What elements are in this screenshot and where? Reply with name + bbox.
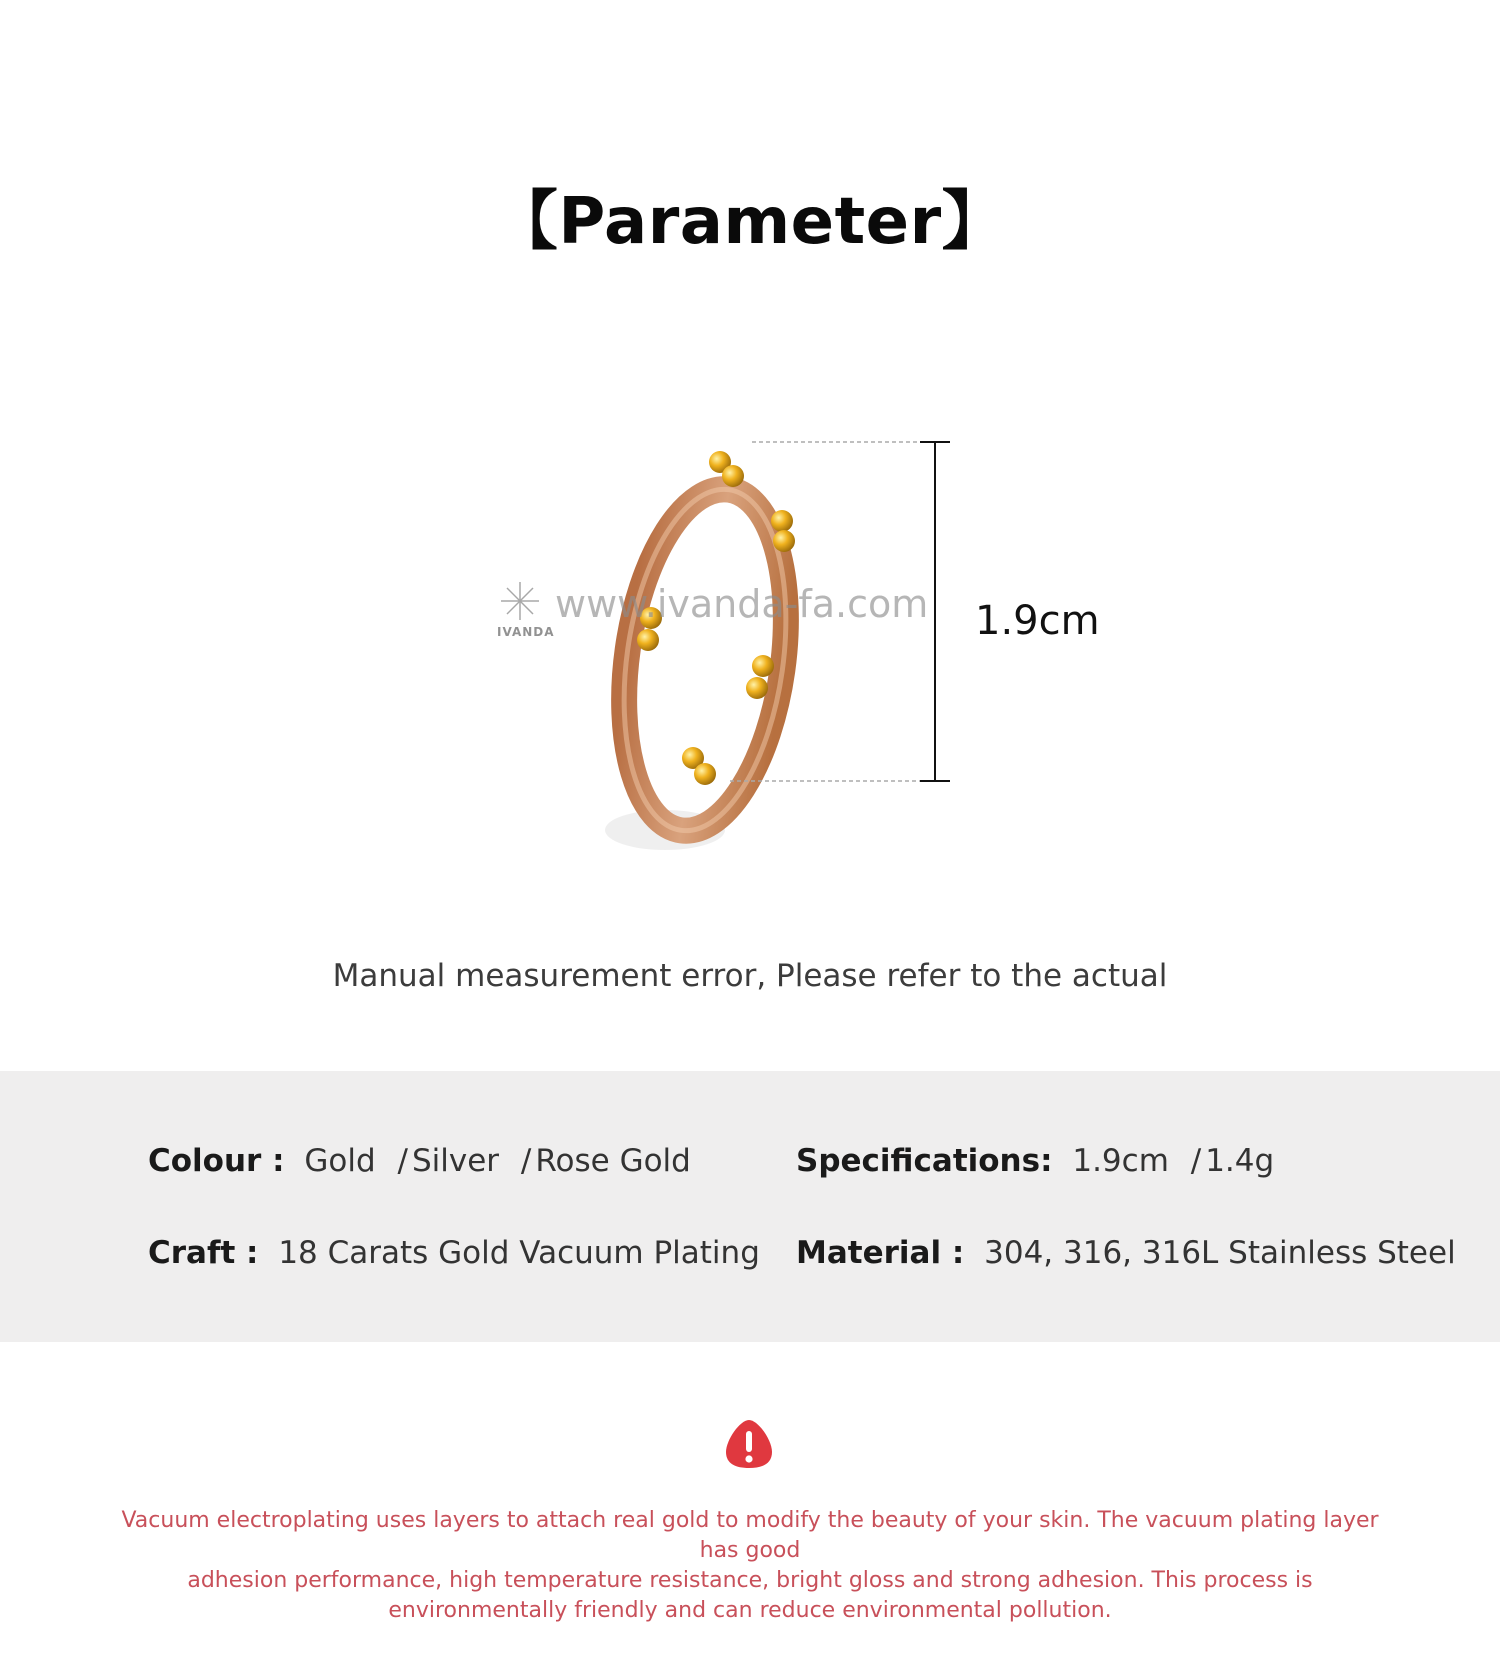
product-image — [480, 420, 1130, 890]
disclaimer-line: adhesion performance, high temperature resistance, bright gloss and strong adhesion. This process is — [187, 1568, 1313, 1593]
spec-colour — [148, 1143, 691, 1179]
disclaimer-line: environmentally friendly and can reduce environmental pollution. — [388, 1598, 1112, 1623]
spec-craft-value: 18 Carats Gold Vacuum Plating — [278, 1235, 760, 1271]
separator: / — [520, 1143, 532, 1179]
spec-craft-label: Craft : — [148, 1235, 259, 1271]
spec-material-value: 304, 316, 316L Stainless Steel — [984, 1235, 1456, 1271]
spec-colour-value-gold: Gold — [304, 1143, 376, 1179]
spec-specifications — [796, 1143, 1274, 1179]
plating-disclaimer — [100, 1506, 1400, 1626]
spec-size-value: 1.9cm — [1072, 1143, 1169, 1179]
spec-craft — [148, 1235, 760, 1271]
watermark-brand: IVANDA — [497, 625, 555, 639]
disclaimer-line: Vacuum electroplating uses layers to attach real gold to modify the beauty of your skin. The vacuum plating layer has good — [121, 1508, 1379, 1563]
spec-specifications-label: Specifications: — [796, 1143, 1053, 1179]
ring-band — [604, 479, 806, 841]
spec-colour-label: Colour : — [148, 1143, 285, 1179]
spec-material — [796, 1235, 1456, 1271]
spec-material-label: Material : — [796, 1235, 965, 1271]
measurement-note: Manual measurement error, Please refer to the actual — [332, 958, 1168, 994]
page-title: 【Parameter】 — [493, 185, 1007, 259]
spec-panel — [0, 1071, 1500, 1342]
dimension-label: 1.9cm — [975, 598, 1100, 644]
spec-colour-value-silver: Silver — [411, 1143, 500, 1179]
watermark — [497, 582, 928, 639]
spec-weight-value: 1.4g — [1205, 1143, 1275, 1179]
watermark-url: www.ivanda-fa.com — [555, 582, 929, 626]
separator: / — [397, 1143, 408, 1179]
exclamation-icon — [724, 1418, 774, 1470]
spec-colour-value-rose-gold: Rose Gold — [535, 1143, 691, 1179]
separator: / — [1190, 1143, 1202, 1179]
star-icon — [501, 582, 539, 620]
